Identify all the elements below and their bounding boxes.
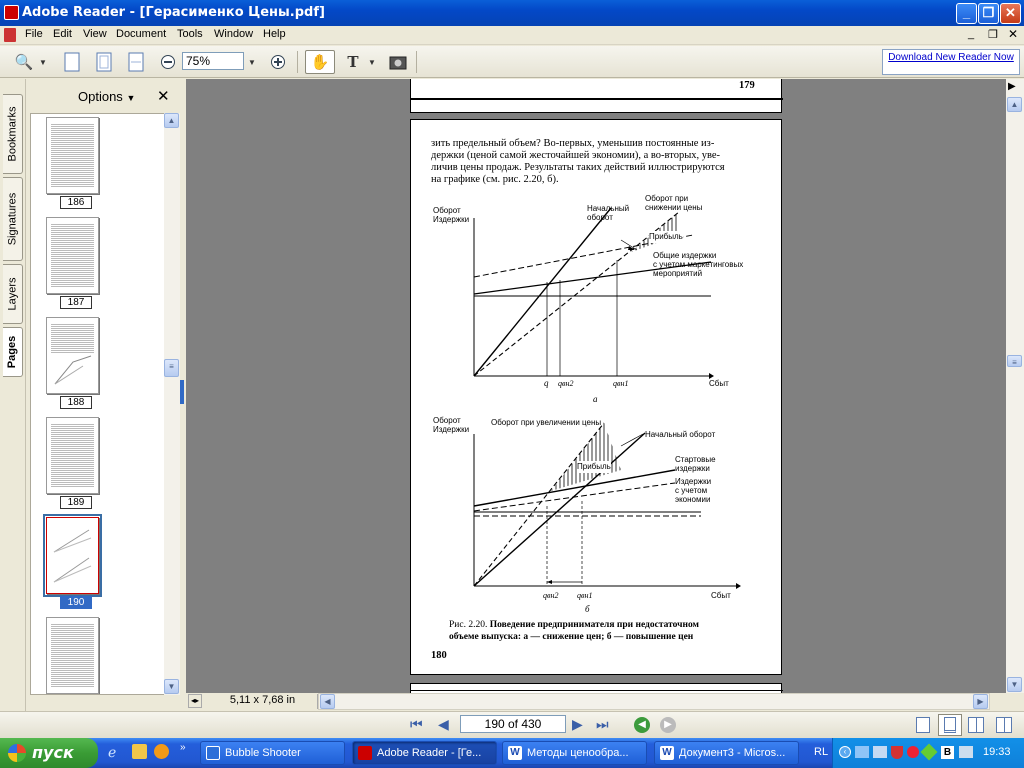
toolbar-separator: [416, 51, 417, 73]
page-thumbnail[interactable]: [46, 317, 99, 394]
language-indicator[interactable]: RL: [814, 746, 829, 758]
select-text-tool-icon[interactable]: T: [347, 53, 359, 71]
page-thumbnail[interactable]: [46, 417, 99, 494]
figure-b-xlabel: Сбыт: [711, 591, 731, 600]
menu-file[interactable]: File: [25, 28, 43, 40]
title-bar: [0, 0, 1024, 26]
tab-signatures[interactable]: Signatures: [3, 177, 23, 261]
page-number: 180: [431, 650, 447, 661]
page-thumbnail-label: 189: [60, 496, 92, 509]
first-page-icon[interactable]: ⏮: [410, 716, 423, 732]
figure-b-start-costs-label: Стартовые издержки: [675, 455, 716, 473]
figure-a-tick-q: q: [544, 378, 549, 388]
options-menu[interactable]: Options ▼: [78, 89, 136, 104]
actual-size-icon[interactable]: [60, 50, 84, 74]
close-panel-icon[interactable]: ✕: [157, 88, 170, 105]
text-line: зить предельный объем? Во-первых, уменьшив постоянные из-: [431, 138, 715, 149]
pdf-page-180: [410, 119, 782, 675]
figure-b-caption: б: [585, 604, 590, 614]
figure-a-tick-q1: qвн1: [613, 379, 629, 388]
menu-tools[interactable]: Tools: [177, 28, 203, 40]
continuous-icon[interactable]: [938, 714, 962, 736]
task-word-document3[interactable]: W Документ3 - Micros...: [654, 741, 799, 765]
window-title: Adobe Reader - [Герасименко Цены.pdf]: [22, 5, 325, 20]
figure-a-price-down-label: Оборот при снижении цены: [645, 194, 703, 212]
figure-a-profit-label: Прибыль: [649, 232, 683, 241]
start-button[interactable]: пуск: [0, 738, 98, 768]
menu-window[interactable]: Window: [214, 28, 254, 40]
tab-pages[interactable]: Pages: [3, 327, 23, 377]
page-thumbnail-label: 188: [60, 396, 92, 409]
scroll-left-icon[interactable]: ◀: [320, 694, 335, 709]
game-icon: [206, 746, 220, 760]
fit-page-icon[interactable]: [92, 50, 116, 74]
document-scrollbar[interactable]: [1006, 79, 1024, 693]
last-page-icon[interactable]: ⏭: [596, 716, 609, 732]
keyboard-layout-icon[interactable]: B: [941, 746, 954, 759]
zoom-dropdown-icon[interactable]: ▼: [39, 57, 47, 67]
doc-restore-button[interactable]: ❐: [988, 29, 998, 41]
restore-button[interactable]: ❐: [978, 3, 999, 24]
scroll-thumb[interactable]: ≡: [164, 359, 179, 377]
menu-document[interactable]: Document: [116, 28, 167, 40]
doc-close-button[interactable]: ✕: [1008, 27, 1019, 41]
zoom-level-dropdown-icon[interactable]: ▼: [248, 57, 256, 67]
pages-panel: [27, 79, 182, 711]
display-icon[interactable]: [873, 746, 887, 758]
zoom-in-icon[interactable]: [266, 50, 290, 74]
zoom-out-icon[interactable]: [156, 50, 180, 74]
scroll-down-icon[interactable]: ▼: [1007, 677, 1022, 692]
figure-a-xlabel: Сбыт: [709, 379, 729, 388]
next-page-icon[interactable]: ▶: [572, 716, 583, 732]
thumbnail-list: [30, 113, 165, 695]
zoom-tool-icon[interactable]: 🔍: [14, 54, 34, 71]
page-number-input[interactable]: [460, 715, 566, 733]
text-line: на графике (см. рис. 2.20, б).: [431, 174, 559, 185]
system-tray: [832, 738, 1024, 768]
zoom-input[interactable]: [182, 52, 244, 70]
ie-quicklaunch-icon[interactable]: ℯ: [108, 744, 117, 760]
shield-icon[interactable]: [891, 746, 903, 759]
figure-caption-line2: объеме выпуска: а — снижение цен; б — повышение цен: [449, 632, 694, 642]
task-bubble-shooter[interactable]: Bubble Shooter: [200, 741, 345, 765]
adobe-reader-app-icon: [4, 5, 19, 20]
figure-b-tick-q1: qвн1: [577, 591, 593, 600]
figure-b-econ-costs-label: Издержки с учетом экономии: [675, 477, 712, 504]
task-word-methods[interactable]: W Методы ценообра...: [502, 741, 647, 765]
panel-splitter[interactable]: [180, 380, 184, 404]
network-icon[interactable]: [855, 746, 869, 758]
toolbar-separator: [297, 51, 298, 73]
page-thumbnail[interactable]: [46, 617, 99, 694]
scroll-right-arrow-icon[interactable]: ▶: [1008, 81, 1016, 92]
go-forward-icon[interactable]: ▶: [660, 717, 676, 733]
tray-expand-icon[interactable]: ‹: [839, 746, 851, 758]
menu-edit[interactable]: Edit: [53, 28, 72, 40]
document-view: [186, 79, 1006, 693]
update-icon[interactable]: [921, 744, 938, 761]
figure-a-initial-label: Начальный оборот: [587, 204, 630, 222]
tab-bookmarks[interactable]: Bookmarks: [3, 94, 23, 174]
toolbar: [0, 46, 1024, 78]
task-adobe-reader[interactable]: Adobe Reader - [Ге...: [352, 741, 497, 765]
text-line: держки (ценой самой жесточайшей экономии), а во-вторых, уве-: [431, 150, 721, 161]
scroll-down-icon[interactable]: ▼: [164, 679, 179, 694]
adobe-reader-icon: [358, 746, 372, 760]
figure-caption-line1: Рис. 2.20. Поведение предпринимателя при недостаточном: [449, 620, 700, 630]
go-back-icon[interactable]: ◀: [634, 717, 650, 733]
figure-a-ylabel: Оборот Издержки: [433, 206, 470, 224]
scroll-thumb[interactable]: ≡: [1007, 355, 1022, 367]
figure-a-costs-label: Общие издержки с учетом маркетинговых мероприятий: [653, 251, 744, 278]
volume-icon[interactable]: [959, 746, 973, 758]
tab-layers[interactable]: Layers: [3, 264, 23, 324]
figure-b-profit-label: Прибыль: [577, 462, 611, 471]
windows-logo-icon: [8, 744, 26, 762]
clock: 19:33: [983, 746, 1011, 758]
hand-tool-icon[interactable]: ✋: [305, 50, 335, 74]
figure-b-initial-label: Начальный оборот: [645, 430, 716, 439]
panel-scrollbar[interactable]: [164, 113, 180, 695]
minimize-button[interactable]: _: [956, 3, 977, 24]
figure-b-ylabel: Оборот Издержки: [433, 416, 470, 434]
scroll-up-icon[interactable]: ▲: [1007, 97, 1022, 112]
page-number: 179: [739, 80, 755, 91]
select-tool-dropdown-icon[interactable]: ▼: [368, 57, 376, 67]
text-line: личив цены продаж. Результаты таких действий иллюстрируются: [431, 162, 725, 173]
page-thumbnail-label: 186: [60, 196, 92, 209]
menu-bar: [0, 26, 1024, 45]
page-thumbnail[interactable]: [46, 217, 99, 294]
quicklaunch-expand-icon[interactable]: »: [180, 742, 186, 753]
figure-a-tick-q2: qвн2: [558, 379, 574, 388]
horizontal-scrollbar[interactable]: [318, 693, 990, 710]
page-thumbnail-label: 190: [60, 596, 92, 609]
facing-icon[interactable]: [968, 717, 984, 733]
fit-width-icon[interactable]: [124, 50, 148, 74]
expand-icon[interactable]: ◂▸: [188, 694, 202, 708]
doc-minimize-button[interactable]: _: [968, 28, 975, 40]
figure-b-tick-q2: qвн2: [543, 591, 559, 600]
pdf-page-181: [410, 683, 782, 693]
figure-b-price-up-label: Оборот при увеличении цены: [491, 418, 602, 427]
pdf-page-179: [410, 79, 782, 113]
previous-page-icon[interactable]: ◀: [438, 716, 449, 732]
scroll-up-icon[interactable]: ▲: [164, 113, 179, 128]
page-thumbnail-selected[interactable]: [46, 517, 99, 594]
page-thumbnail[interactable]: [46, 117, 99, 194]
media-quicklaunch-icon[interactable]: [154, 744, 169, 759]
close-button[interactable]: ✕: [1000, 3, 1021, 24]
scroll-right-icon[interactable]: ▶: [973, 694, 988, 709]
continuous-facing-icon[interactable]: [996, 717, 1012, 733]
single-page-icon[interactable]: [916, 717, 930, 733]
options-dropdown-icon: ▼: [126, 93, 136, 103]
figure-b-diagram: [411, 406, 783, 606]
download-reader-link[interactable]: Download New Reader Now: [882, 49, 1020, 75]
antivirus-icon[interactable]: [907, 746, 919, 758]
figure-a-caption: а: [593, 394, 598, 404]
menu-view[interactable]: View: [83, 28, 107, 40]
menu-help[interactable]: Help: [263, 28, 286, 40]
outlook-quicklaunch-icon[interactable]: [132, 744, 147, 759]
word-icon: W: [660, 746, 674, 760]
navigation-tabs: [0, 79, 26, 711]
page-thumbnail-label: 187: [60, 296, 92, 309]
snapshot-tool-icon[interactable]: [386, 50, 410, 74]
horizontal-status-bar: [186, 693, 1006, 710]
page-size-indicator: 5,11 x 7,68 in: [208, 694, 318, 709]
document-icon: [4, 28, 16, 42]
word-icon: W: [508, 746, 522, 760]
